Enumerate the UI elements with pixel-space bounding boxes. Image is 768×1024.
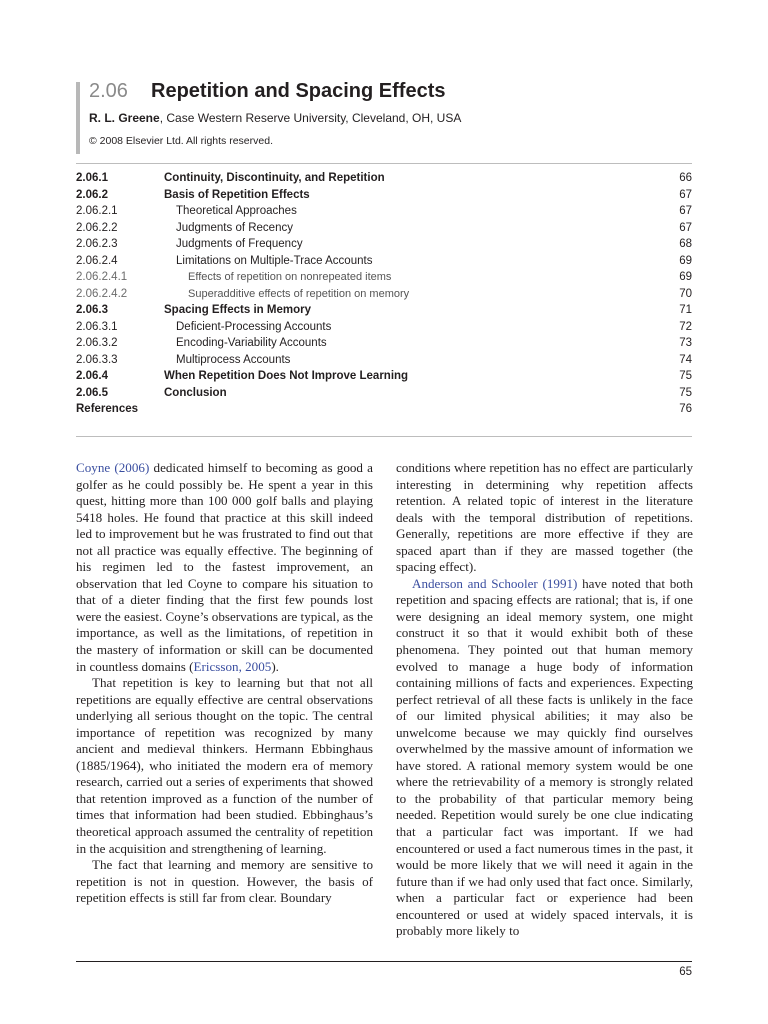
toc-entry-title: Basis of Repetition Effects bbox=[164, 188, 310, 201]
toc-entry[interactable] bbox=[76, 187, 692, 204]
toc-entry-title: When Repetition Does Not Improve Learning bbox=[164, 370, 409, 382]
citation-link[interactable]: Ericsson, 2005 bbox=[193, 658, 272, 674]
toc-entry-page: 70 bbox=[679, 287, 692, 300]
toc-entry-title: Judgments of Recency bbox=[176, 221, 293, 234]
toc-top-rule bbox=[76, 163, 692, 164]
toc-entry[interactable] bbox=[76, 236, 692, 253]
toc-entry-title: Limitations on Multiple-Trace Accounts bbox=[176, 254, 373, 267]
toc-entry-number: 2.06.2 bbox=[76, 188, 108, 201]
toc-entry-title: Judgments of Frequency bbox=[176, 238, 303, 250]
toc-entry-title: Spacing Effects in Memory bbox=[164, 304, 311, 316]
toc-entry-number: 2.06.2.2 bbox=[76, 221, 118, 234]
toc-entry-page: 71 bbox=[679, 304, 692, 316]
toc-entry[interactable] bbox=[76, 269, 692, 286]
toc-entry-number: 2.06.5 bbox=[76, 386, 108, 399]
toc-entry-title: Conclusion bbox=[164, 386, 227, 399]
body-paragraph: The fact that learning and memory are sensitive to repetition is not in question. However, the basis of repetition effects is still far from clear. Boundary bbox=[76, 857, 373, 906]
toc-entry-number: 2.06.2.4 bbox=[76, 254, 118, 267]
toc-entry-number: 2.06.3.3 bbox=[76, 353, 118, 366]
toc-entry-number: 2.06.1 bbox=[76, 172, 108, 184]
chapter-number: 2.06 bbox=[89, 80, 128, 102]
toc-entry[interactable] bbox=[76, 286, 692, 303]
toc-entry[interactable] bbox=[76, 319, 692, 336]
body-column-left bbox=[76, 460, 373, 907]
body-paragraph: Anderson and Schooler (1991) have noted that both repetition and spacing effects are rational; that is, if one were designing an ideal memory system, one might construct it so that it would exhibit both of these phenomena. They pointed out that human memory evolved to manage a huge body of information containing millions of facts and experiences. Expecting perfect retrieval of all these facts is unlikely in the face of our limited physical abilities; it may also be unwelcome because we may quickly find ourselves overwhelmed by the massive amount of information we have stored. A rational memory system would be one where the retrievability of a memory is strongly related to the probability of that particular memory being needed. Repetition would surely be one clue indicating that a particular fact was important. If we had encountered or used a fact numerous times in the past, it would be more likely that we will need it again in the future than if we had only used that fact once. Similarly, when a particular fact or experience had been encountered or used at widely spaced intervals, it is probably more likely to bbox=[396, 575, 693, 939]
toc-entry-page: 67 bbox=[679, 188, 692, 201]
toc-entry[interactable] bbox=[76, 253, 692, 270]
toc-entry-title: Effects of repetition on nonrepeated items bbox=[188, 271, 392, 283]
author-name: R. L. Greene bbox=[89, 111, 160, 125]
toc-entry-page: 67 bbox=[679, 205, 692, 217]
toc-entry[interactable] bbox=[76, 220, 692, 237]
copyright-notice: © 2008 Elsevier Ltd. All rights reserved. bbox=[89, 135, 273, 147]
body-paragraph: Coyne (2006) dedicated himself to becoming as good a golfer as he could possibly be. He spent a year in this quest, hitting more than 100 000 golf balls and playing 5418 holes. He found that practice at this skill indeed led to improvement but he was frustrated to find out that not all practice was equally effective. The beginning of his regimen led to the fastest improvement, an observation that led Coyne to compare his situation to that of a dieter finding that the first few pounds lost were the easiest. Coyne’s observations are typical, as the importance, as well as the limitations, of repetition in the mastery of information or skill can be documented in countless domains (Ericsson, 2005). bbox=[76, 460, 373, 674]
toc-bottom-rule bbox=[76, 436, 692, 437]
toc-entry[interactable] bbox=[76, 203, 692, 220]
toc-entry-page: 75 bbox=[679, 370, 692, 382]
toc-entry-page: 66 bbox=[679, 172, 692, 184]
body-paragraph: conditions where repetition has no effect are particularly interesting in determining why repetition affects retention. A related topic of interest in the literature deals with the temporal distribution of repetitions. Generally, repetitions are more effective if they are spaced apart than if they are massed together (the spacing effect). bbox=[396, 460, 693, 575]
toc-entry-number: References bbox=[76, 403, 139, 415]
toc-entry-page: 74 bbox=[679, 353, 692, 366]
toc-entry[interactable] bbox=[76, 352, 692, 369]
footer-rule bbox=[76, 961, 692, 962]
toc-entry-number: 2.06.2.4.2 bbox=[76, 287, 128, 300]
toc-entry-number: 2.06.3.2 bbox=[76, 337, 118, 349]
table-of-contents bbox=[76, 170, 692, 418]
author-affiliation: , Case Western Reserve University, Cleveland, OH, USA bbox=[159, 111, 462, 125]
toc-entry-page: 69 bbox=[679, 271, 692, 283]
toc-entry-title: Encoding-Variability Accounts bbox=[176, 337, 327, 349]
toc-entry-page: 73 bbox=[679, 337, 692, 349]
toc-entry-page: 68 bbox=[679, 238, 692, 250]
toc-entry[interactable] bbox=[76, 335, 692, 352]
citation-link[interactable]: Anderson and Schooler (1991) bbox=[412, 575, 578, 591]
header-accent-bar bbox=[76, 82, 80, 154]
toc-entry[interactable] bbox=[76, 385, 692, 402]
citation-link[interactable]: Coyne (2006) bbox=[76, 460, 150, 475]
chapter-title: Repetition and Spacing Effects bbox=[151, 80, 446, 102]
toc-entry-page: 69 bbox=[679, 254, 692, 267]
author-line bbox=[89, 111, 461, 125]
toc-entry-number: 2.06.4 bbox=[76, 370, 108, 382]
toc-entry[interactable] bbox=[76, 302, 692, 319]
toc-entry-title: Theoretical Approaches bbox=[176, 205, 297, 217]
body-paragraph: That repetition is key to learning but that not all repetitions are equally effective are central observations underlying all serious thought on the topic. The central importance of repetition was recognized by many ancient and medieval thinkers. Hermann Ebbinghaus (1885/1964), who initiated the modern era of memory research, carried out a series of experiments that showed that retention improved as a function of the number of times that information had been studied. Ebbinghaus’s theoretical approach assumed the centrality of repetition in the acquisition and strengthening of learning. bbox=[76, 675, 373, 856]
toc-entry-number: 2.06.2.4.1 bbox=[76, 271, 128, 283]
toc-entry[interactable] bbox=[76, 368, 692, 385]
toc-entry-title: Continuity, Discontinuity, and Repetition bbox=[164, 172, 385, 184]
toc-entry-number: 2.06.2.3 bbox=[76, 238, 118, 250]
toc-entry-page: 76 bbox=[679, 403, 692, 415]
toc-entry-page: 75 bbox=[679, 386, 692, 399]
toc-entry-number: 2.06.3 bbox=[76, 304, 108, 316]
page-number: 65 bbox=[679, 966, 692, 978]
toc-entry-page: 72 bbox=[679, 320, 692, 333]
body-column-right bbox=[396, 460, 693, 940]
toc-entry-page: 67 bbox=[679, 221, 692, 234]
toc-entry-title: Deficient-Processing Accounts bbox=[176, 320, 332, 333]
toc-entry-title: Multiprocess Accounts bbox=[176, 353, 291, 366]
toc-entry[interactable] bbox=[76, 170, 692, 187]
toc-entry-title: Superadditive effects of repetition on memory bbox=[188, 287, 410, 300]
toc-entry[interactable] bbox=[76, 401, 692, 418]
toc-entry-number: 2.06.2.1 bbox=[76, 205, 118, 217]
toc-entry-number: 2.06.3.1 bbox=[76, 320, 118, 333]
